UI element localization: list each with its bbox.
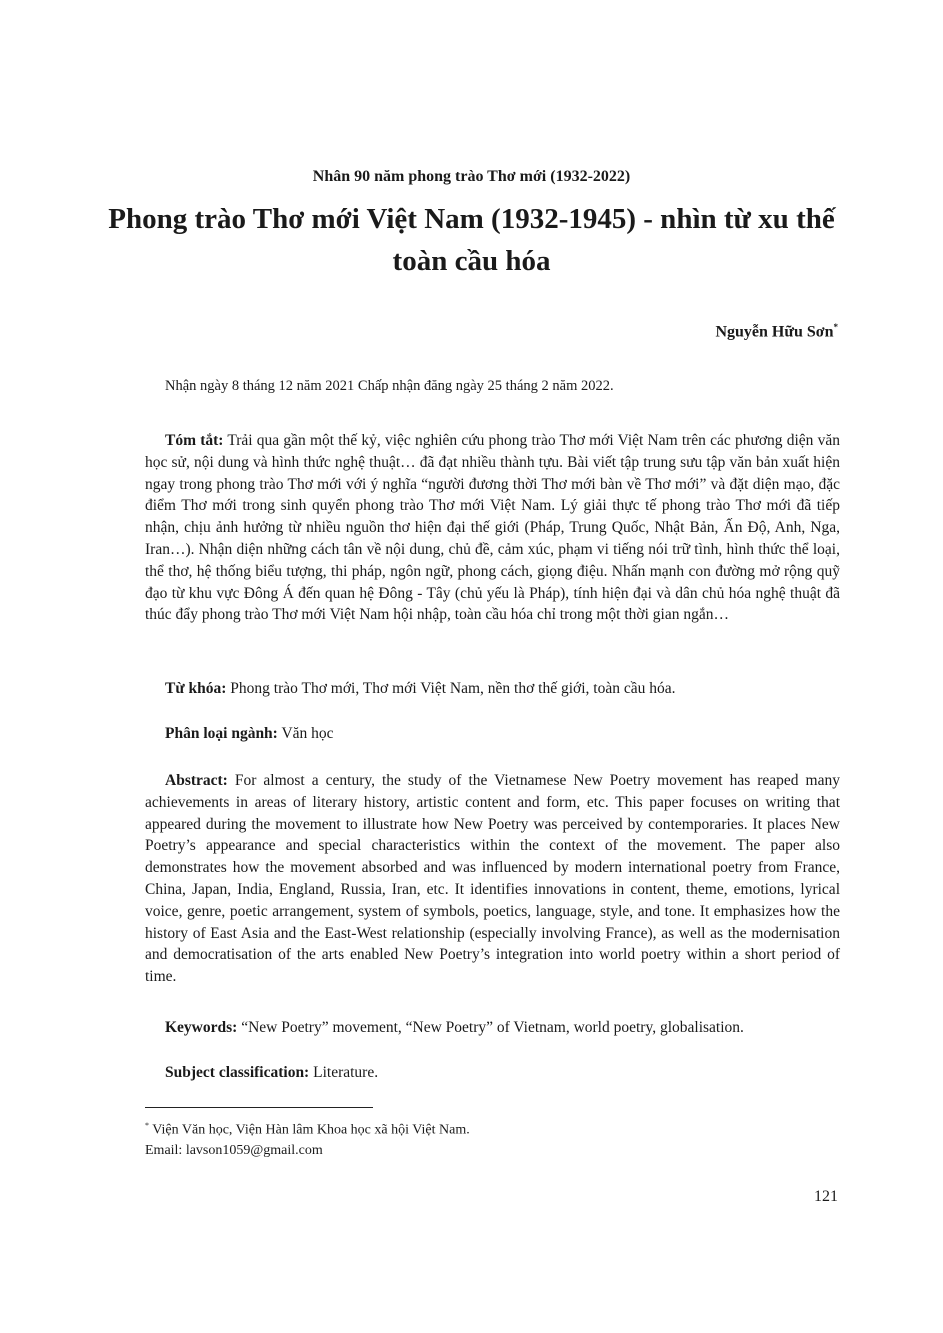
author-name	[715, 322, 838, 341]
series-line: Nhân 90 năm phong trào Thơ mới (1932-2022)	[312, 168, 631, 185]
en-abstract-label: Abstract:	[165, 772, 228, 789]
footnote-email: Email: lavson1059@gmail.com	[145, 1142, 323, 1158]
received-accepted-dates: Nhận ngày 8 tháng 12 năm 2021 Chấp nhận đăng ngày 25 tháng 2 năm 2022.	[165, 378, 614, 394]
footnote-mark: *	[145, 1121, 149, 1130]
page-number: 121	[814, 1188, 838, 1205]
vi-keywords-text: Phong trào Thơ mới, Thơ mới Việt Nam, nền thơ thế giới, toàn cầu hóa.	[226, 680, 676, 697]
footnote-affiliation	[145, 1116, 470, 1141]
en-abstract-text: For almost a century, the study of the Vietnamese New Poetry movement has reaped many achievements in areas of literary history, artistic content and form, etc. This paper focuses on writing that appeared during the movement to illustrate how New Poetry was perceived by contemporaries. It places New Poetry’s appearance and special characteristics within the context of the movement. The paper also demonstrates how the movement absorbed and was influenced by modern international poetry from France, China, Japan, India, England, Russia, Iran, etc. It identifies innovations in content, theme, emotions, lyrical voice, genre, poetic arrangement, system of symbols, poetics, language, style, and tone. It emphasizes how the history of East Asia and the East-West relationship (especially involving France), as well as the modernisation and democratisation of the arts enabled New Poetry’s integration into world poetry within a short period of time.	[145, 772, 840, 986]
en-keywords-label: Keywords:	[165, 1019, 238, 1036]
en-subject-text: Literature.	[309, 1064, 379, 1081]
footnote	[145, 1116, 470, 1161]
en-subject-classification	[145, 1062, 840, 1084]
footnote-divider	[145, 1107, 373, 1108]
en-keywords	[145, 1017, 840, 1039]
vi-classification-text: Văn học	[277, 725, 334, 742]
author-name-text: Nguyễn Hữu Sơn	[715, 323, 834, 341]
vi-summary	[145, 430, 840, 626]
en-keywords-text: “New Poetry” movement, “New Poetry” of Vietnam, world poetry, globalisation.	[237, 1019, 744, 1036]
vi-keywords-label: Từ khóa:	[165, 680, 227, 697]
vi-keywords	[145, 678, 840, 700]
footnote-affiliation-text: Viện Văn học, Viện Hàn lâm Khoa học xã hội Việt Nam.	[149, 1122, 470, 1138]
vi-classification	[145, 723, 840, 745]
paper-title: Phong trào Thơ mới Việt Nam (1932-1945) - nhìn từ xu thế toàn cầu hóa	[108, 203, 835, 277]
vi-classification-label: Phân loại ngành:	[165, 725, 278, 742]
en-abstract	[145, 770, 840, 988]
vi-summary-text: Trải qua gần một thế kỷ, việc nghiên cứu phong trào Thơ mới Việt Nam trên các phương diện văn học sử, nội dung và hình thức nghệ thuật… đã đạt nhiều thành tựu. Bài viết tập trung sưu tập văn bản xuất hiện ngay trong phong trào Thơ mới với ý nghĩa “người đương thời Thơ mới bàn về Thơ mới” và đặt diện mạo, đặc điểm Thơ mới trong sinh quyển phong trào Thơ mới Việt Nam. Lý giải thực tế phong trào Thơ mới đã tiếp nhận, chịu ảnh hưởng từ nhiều nguồn thơ hiện đại thế giới (Pháp, Trung Quốc, Nhật Bản, Ấn Độ, Anh, Nga, Iran…). Nhận diện những cách tân về nội dung, chủ đề, cảm xúc, phạm vi tiếng nói trữ tình, hình thức thể loại, thể thơ, hệ thống biểu tượng, thi pháp, ngôn ngữ, phong cách, giọng điệu. Nhấn mạnh con đường mở rộng quỹ đạo từ khu vực Đông Á đến quan hệ Đông - Tây (chủ yếu là Pháp), tính hiện đại và dân chủ hóa nghệ thuật đã thúc đẩy phong trào Thơ mới Việt Nam hội nhập, toàn cầu hóa chỉ trong một thời gian ngắn…	[145, 432, 840, 624]
author-footnote-mark: *	[833, 322, 838, 332]
vi-summary-label: Tóm tắt:	[165, 432, 224, 449]
en-subject-label: Subject classification:	[165, 1064, 310, 1081]
